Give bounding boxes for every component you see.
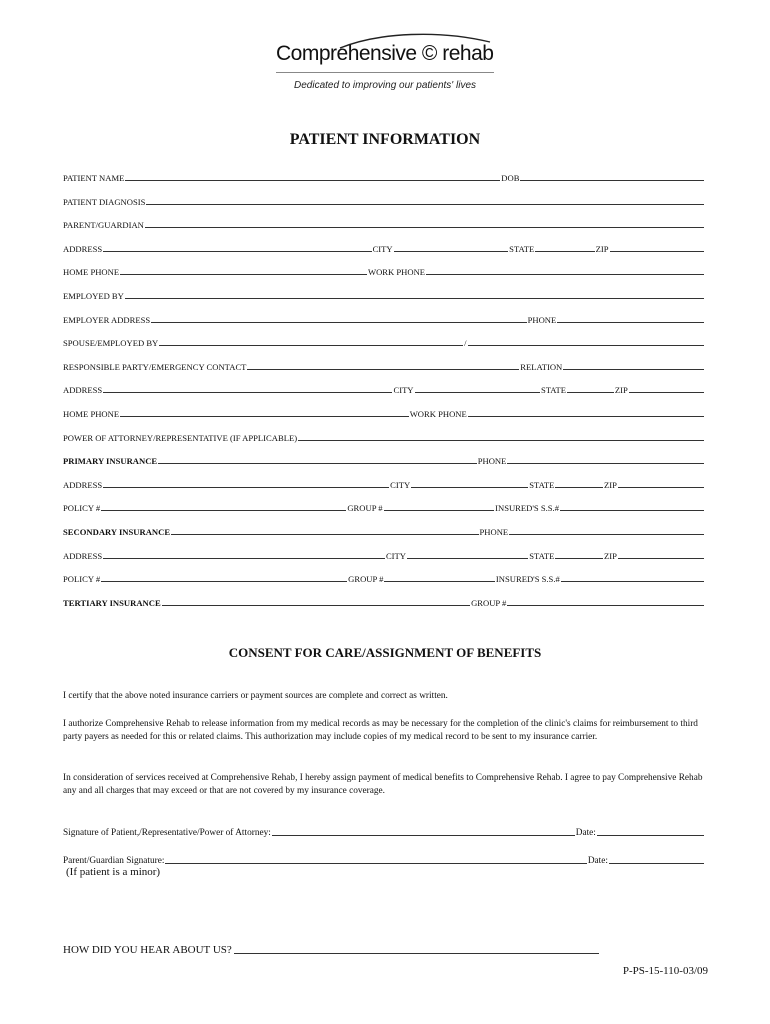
logo-tagline: Dedicated to improving our patients' lives [294, 80, 477, 91]
policy-field[interactable] [101, 502, 346, 511]
guardian-date-field[interactable] [609, 855, 704, 864]
patient-name-label: PATIENT NAME [63, 173, 125, 183]
logo-name: Comprehensive © rehab [276, 42, 494, 65]
minor-note: (If patient is a minor) [66, 866, 161, 878]
form-row [63, 193, 705, 207]
address-field[interactable] [103, 550, 385, 559]
city-label: CITY [385, 550, 406, 561]
continuation-field[interactable] [468, 337, 705, 346]
address-field[interactable] [103, 479, 389, 488]
form-row [63, 311, 705, 325]
city-label: CITY [393, 385, 414, 396]
insured-s-s-s-field[interactable] [561, 573, 704, 582]
form-row [63, 240, 705, 254]
hear-about-field[interactable] [234, 945, 599, 954]
form-row [63, 405, 705, 419]
zip-label: ZIP [595, 243, 609, 254]
city-label: CITY [390, 479, 411, 490]
home-phone-label: HOME PHONE [63, 409, 120, 419]
home-phone-field[interactable] [120, 266, 367, 275]
phone-label: PHONE [477, 456, 507, 467]
form-row [63, 381, 705, 395]
group-field[interactable] [384, 573, 495, 582]
consent-paragraph-authorize: I authorize Comprehensive Rehab to release information from my medical records as may be necessary for the completion of the clinic's claims for reimbursement to third party payers as needed for this or related claims. This authorization may include copies of my medical record to be sent to my insurance carrier. [63, 719, 698, 742]
state-field[interactable] [535, 243, 594, 252]
zip-field[interactable] [618, 479, 704, 488]
form-row [63, 334, 705, 348]
form-row [63, 429, 705, 443]
patient-diagnosis-label: PATIENT DIAGNOSIS [63, 196, 146, 207]
address-label: ADDRESS [63, 479, 103, 490]
zip-label: ZIP [614, 385, 628, 396]
form-code: P-PS-15-110-03/09 [622, 965, 708, 977]
patient-signature-row [63, 824, 705, 838]
secondary-insurance-label: SECONDARY INSURANCE [63, 527, 171, 537]
spouse-employed-by-field[interactable] [159, 337, 463, 346]
form-row [63, 169, 705, 183]
employer-address-field[interactable] [151, 314, 526, 323]
employed-by-field[interactable] [125, 290, 704, 299]
patient-date-label: Date: [575, 828, 596, 838]
city-field[interactable] [407, 550, 528, 559]
continuation-label: / [464, 338, 467, 349]
secondary-insurance-field[interactable] [171, 526, 478, 535]
state-field[interactable] [555, 550, 603, 559]
form-row [63, 216, 705, 230]
group-label: GROUP # [348, 574, 384, 585]
policy-label: POLICY # [63, 574, 101, 585]
city-label: CITY [372, 243, 393, 254]
insured-s-s-s-label: INSURED'S S.S.# [495, 503, 559, 514]
logo [270, 32, 500, 102]
form-row [63, 499, 705, 513]
work-phone-label: WORK PHONE [409, 409, 467, 419]
address-label: ADDRESS [63, 550, 103, 561]
insured-s-s-s-field[interactable] [560, 502, 704, 511]
policy-field[interactable] [101, 573, 347, 582]
spouse-employed-by-label: SPOUSE/EMPLOYED BY [63, 338, 159, 349]
power-of-attorney-representative-if-applicable-field[interactable] [298, 432, 704, 441]
consent-paragraph-certify: I certify that the above noted insurance carriers or payment sources are complete and correct as written. [63, 691, 448, 701]
employer-address-label: EMPLOYER ADDRESS [63, 314, 151, 325]
form-row [63, 594, 705, 608]
employed-by-label: EMPLOYED BY [63, 291, 124, 301]
city-field[interactable] [411, 479, 528, 488]
zip-field[interactable] [618, 550, 704, 559]
patient-signature-field[interactable] [272, 827, 575, 836]
form-row [63, 287, 705, 301]
patient-date-field[interactable] [597, 827, 704, 836]
parent-guardian-field[interactable] [145, 219, 704, 228]
patient-diagnosis-field[interactable] [146, 196, 704, 205]
home-phone-label: HOME PHONE [63, 267, 120, 278]
responsible-party-emergency-contact-label: RESPONSIBLE PARTY/EMERGENCY CONTACT [63, 361, 247, 372]
guardian-date-label: Date: [587, 856, 608, 866]
state-label: STATE [529, 550, 555, 561]
tertiary-insurance-field[interactable] [162, 597, 470, 606]
primary-insurance-field[interactable] [158, 455, 477, 464]
city-field[interactable] [394, 243, 509, 252]
phone-field[interactable] [557, 314, 704, 323]
form-row [63, 452, 705, 466]
city-field[interactable] [415, 384, 540, 393]
page-title: PATIENT INFORMATION [289, 131, 481, 148]
form-row [63, 358, 705, 372]
guardian-signature-row [63, 852, 705, 866]
form-row [63, 263, 705, 277]
address-field[interactable] [103, 384, 392, 393]
dob-field[interactable] [520, 172, 704, 181]
form-row [63, 570, 705, 584]
state-label: STATE [529, 479, 555, 490]
guardian-signature-field[interactable] [165, 855, 586, 864]
group-field[interactable] [384, 502, 495, 511]
phone-field[interactable] [509, 526, 704, 535]
form-row [63, 547, 705, 561]
power-of-attorney-representative-if-applicable-label: POWER OF ATTORNEY/REPRESENTATIVE (IF APPLICABLE) [63, 432, 298, 443]
patient-signature-label: Signature of Patient,/Representative/Power of Attorney: [63, 828, 271, 838]
dob-label: DOB [501, 173, 520, 183]
address-field[interactable] [103, 243, 371, 252]
phone-field[interactable] [507, 455, 704, 464]
parent-guardian-label: PARENT/GUARDIAN [63, 220, 144, 231]
form-row [63, 523, 705, 537]
address-label: ADDRESS [63, 243, 103, 254]
phone-label: PHONE [479, 527, 509, 537]
group-field[interactable] [507, 597, 704, 606]
work-phone-field[interactable] [426, 266, 704, 275]
address-label: ADDRESS [63, 385, 103, 396]
consent-title: CONSENT FOR CARE/ASSIGNMENT OF BENEFITS [228, 645, 542, 660]
policy-label: POLICY # [63, 503, 101, 514]
relation-label: RELATION [520, 361, 563, 372]
zip-field[interactable] [629, 384, 704, 393]
form-row [63, 476, 705, 490]
zip-label: ZIP [603, 550, 617, 561]
state-field[interactable] [555, 479, 603, 488]
hear-about-row [63, 940, 599, 956]
guardian-signature-label: Parent/Guardian Signature: [63, 856, 165, 866]
zip-field[interactable] [610, 243, 704, 252]
zip-label: ZIP [604, 479, 617, 490]
group-label: GROUP # [471, 597, 507, 608]
logo-divider [276, 72, 494, 73]
responsible-party-emergency-contact-field[interactable] [247, 361, 519, 370]
state-label: STATE [540, 385, 567, 396]
work-phone-label: WORK PHONE [367, 267, 426, 278]
patient-name-field[interactable] [125, 172, 500, 181]
consent-paragraph-assign: In consideration of services received at Comprehensive Rehab, I hereby assign payment of medical benefits to Comprehensive Rehab. I agree to pay Comprehensive Rehab any and all charges that may exceed or that are not covered by my insurance coverage. [63, 773, 703, 796]
primary-insurance-label: PRIMARY INSURANCE [63, 456, 158, 467]
relation-field[interactable] [563, 361, 704, 370]
insured-s-s-s-label: INSURED'S S.S.# [495, 574, 560, 585]
phone-label: PHONE [527, 314, 557, 325]
home-phone-field[interactable] [120, 408, 409, 417]
state-field[interactable] [567, 384, 614, 393]
state-label: STATE [509, 243, 535, 254]
group-label: GROUP # [347, 503, 383, 514]
hear-about-label: HOW DID YOU HEAR ABOUT US? [63, 944, 232, 956]
work-phone-field[interactable] [468, 408, 704, 417]
tertiary-insurance-label: TERTIARY INSURANCE [63, 597, 161, 608]
